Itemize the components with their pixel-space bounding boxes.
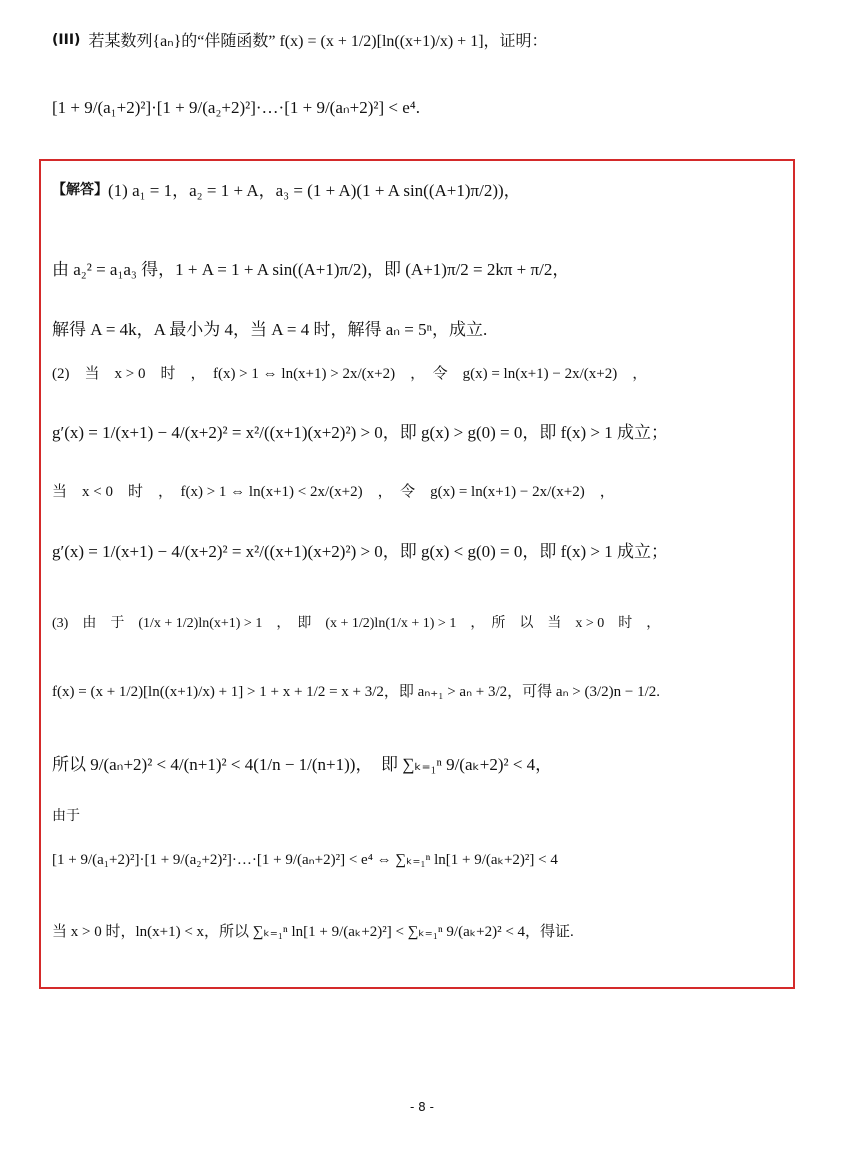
step3-sum-bound: 所以 9/(aₙ+2)² < 4/(n+1)² < 4(1/n − 1/(n+1))， 即 ∑ₖ₌₁ⁿ 9/(aₖ+2)² < 4， xyxy=(52,755,553,774)
step3-since: 由于 xyxy=(52,808,80,824)
problem-text: 若某数列{aₙ}的“伴随函数” f(x) = (x + 1/2)[ln((x+1)/x) + 1]，证明： xyxy=(88,33,548,50)
step3-conclusion: 当 x > 0 时，ln(x+1) < x，所以 ∑ₖ₌₁ⁿ ln[1 + 9/(aₖ+2)²] < ∑ₖ₌₁ⁿ 9/(aₖ+2)² < 4，得证. xyxy=(52,924,574,940)
solution-line-13 xyxy=(52,920,574,941)
solution-line-12 xyxy=(52,850,558,869)
solution-heading: 【解答】 xyxy=(52,181,108,198)
step3-bound: f(x) = (x + 1/2)[ln((x+1)/x) + 1] > 1 + x + 1/2 = x + 3/2，即 aₙ₊₁ > aₙ + 3/2，可得 aₙ > (3/2)n − 1/2. xyxy=(52,684,661,700)
step2-derivative-negative: g′(x) = 1/(x+1) − 4/(x+2)² = x²/((x+1)(x+2)²) > 0，即 g(x) < g(0) = 0，即 f(x) > 1 成立； xyxy=(52,542,668,561)
solution-line-2 xyxy=(52,255,569,280)
problem-label: (III) xyxy=(52,31,81,48)
solution-line-4 xyxy=(52,362,647,383)
target-inequality: [1 + 9/(a₁+2)²]·[1 + 9/(a₂+2)²]·…·[1 + 9/(aₙ+2)²] < e⁴. xyxy=(52,98,420,117)
solution-line-11 xyxy=(52,805,80,825)
solution-line-5 xyxy=(52,418,668,443)
step1-result: 解得 A = 4k，A 最小为 4，当 A = 4 时，解得 aₙ = 5ⁿ，成立. xyxy=(52,320,488,339)
step3-equivalence: [1 + 9/(a₁+2)²]·[1 + 9/(a₂+2)²]·…·[1 + 9/(aₙ+2)²] < e⁴ ⇔ ∑ₖ₌₁ⁿ ln[1 + 9/(aₖ+2)²] < 4 xyxy=(52,852,558,868)
page-number: - 8 - xyxy=(410,1100,434,1114)
solution-line-1 xyxy=(52,176,521,201)
step1-condition: 由 a₂² = a₁a₃ 得，1 + A = 1 + A sin((A+1)π/2)，即 (A+1)π/2 = 2kπ + π/2， xyxy=(52,260,570,279)
step1-text: (1) a₁ = 1，a₂ = 1 + A，a₃ = (1 + A)(1 + A sin((A+1)π/2))， xyxy=(108,181,521,200)
problem-statement xyxy=(52,28,548,51)
solution-line-10 xyxy=(52,750,552,775)
step2-derivative-positive: g′(x) = 1/(x+1) − 4/(x+2)² = x²/((x+1)(x+2)²) > 0，即 g(x) > g(0) = 0，即 f(x) > 1 成立； xyxy=(52,423,668,442)
step2-case-negative: 当 x < 0 时 ， f(x) > 1 ⇔ ln(x+1) < 2x/(x+2) ， 令 g(x) = ln(x+1) − 2x/(x+2) ， xyxy=(52,484,615,500)
solution-line-9 xyxy=(52,680,660,701)
step2-case-positive: (2) 当 x > 0 时 ， f(x) > 1 ⇔ ln(x+1) > 2x/(x+2) ， 令 g(x) = ln(x+1) − 2x/(x+2) ， xyxy=(52,366,648,382)
step3-premise: (3) 由 于 (1/x + 1/2)ln(x+1) > 1 ， 即 (x + 1/2)ln(1/x + 1) > 1 ， 所 以 当 x > 0 时 ， xyxy=(52,616,661,631)
solution-line-7 xyxy=(52,537,668,562)
solution-line-8 xyxy=(52,612,660,632)
problem-inequality xyxy=(52,98,420,118)
solution-line-6 xyxy=(52,480,615,501)
solution-line-3 xyxy=(52,315,487,340)
